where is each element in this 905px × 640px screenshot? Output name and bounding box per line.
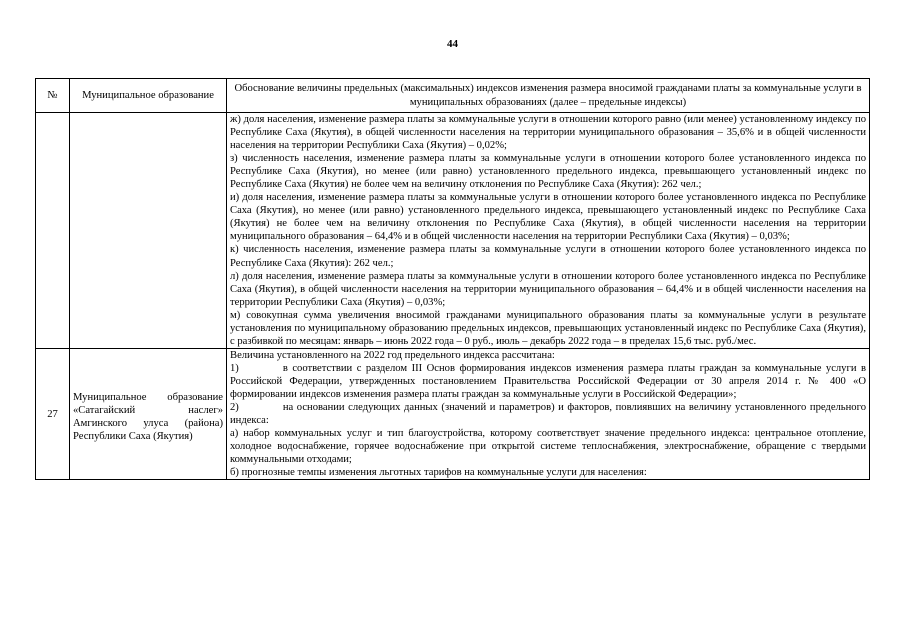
- table-header-row: [36, 79, 870, 113]
- paragraph-z: з) численность населения, изменение размера платы за коммунальные услуги в отношении которого более установленного индекса по Республике Саха (Якутия), но менее (или равно) установленного предельного индекса, превышающего установленный индекс по Республике Саха (Якутия) не более чем на величину отклонения по Республике Саха (Якутия): 262 чел.;: [230, 153, 866, 191]
- table-row-continued: [36, 113, 870, 349]
- paragraph-k: к) численность населения, изменение размера платы за коммунальные услуги в отношении которого более установленного индекса по Республике Саха (Якутия): 262 чел.;: [230, 244, 866, 269]
- header-municipality: Муниципальное образование: [70, 79, 227, 113]
- row-continued-municipality: [70, 113, 227, 349]
- indices-table: [35, 78, 870, 480]
- page-number: 44: [447, 38, 458, 50]
- item-1-marker: 1): [230, 362, 239, 374]
- row-27-rationale: [227, 348, 870, 479]
- municipality-name: Муниципальное образование «Сатагайский наслег» Амгинского улуса (района) Республики Саха (Якутия): [73, 391, 223, 443]
- row-continued-rationale: [227, 113, 870, 349]
- table-row-27: [36, 348, 870, 479]
- item-1-text: в соответствии с разделом III Основ формирования индексов изменения размера платы граждан за коммунальные услуги в Российской Федерации, утвержденных постановлением Правительства Российской Федерации от 30 апреля 2014 г. № 400 «О формировании индексов изменения размера платы граждан за коммунальные услуги в Российской Федерации»;: [230, 362, 866, 400]
- row-27-number: 27: [36, 348, 70, 479]
- rationale-intro: Величина установленного на 2022 год предельного индекса рассчитана:: [230, 349, 555, 361]
- row-continued-number: [36, 113, 70, 349]
- paragraph-m: м) совокупная сумма увеличения вносимой гражданами муниципального образования платы за коммунальные услуги в результате установления по муниципальному образованию предельных индексов, превышающих установленный индекс по Республике Саха (Якутия), с разбивкой по месяцам: январь – июнь 2022 года – 0 руб., июль – декабрь 2022 года – в пределах 15,6 тыс. руб./мес.: [230, 309, 866, 347]
- header-number: №: [36, 79, 70, 113]
- rationale-item-1: [230, 362, 866, 401]
- paragraph-i: и) доля населения, изменение размера платы за коммунальные услуги в отношении которого более установленного индекса по Республике Саха (Якутия), но менее (или равно) установленного предельного индекса, превышающего установленный индекс по Республике Саха (Якутия) не более чем на величину отклонения по Республике Саха (Якутия), в общей численности населения на территории муниципального образования – 64,4% и в общей численности населения на территории Республики Саха (Якутия) – 0,03%;: [230, 192, 866, 243]
- rationale-item-b: б) прогнозные темпы изменения льготных тарифов на коммунальные услуги для населения:: [230, 467, 647, 479]
- paragraph-l: л) доля населения, изменение размера платы за коммунальные услуги в отношении которого более установленного индекса по Республике Саха (Якутия), в общей численности населения на территории муниципального образования – 64,4% и в общей численности населения на территории Республики Саха (Якутия) – 0,03%;: [230, 270, 866, 308]
- header-rationale: Обоснование величины предельных (максимальных) индексов изменения размера вносимой гражданами платы за коммунальные услуги в муниципальных образованиях (далее – предельные индексы): [227, 79, 870, 113]
- rationale-item-a: а) набор коммунальных услуг и тип благоустройства, которому соответствует значение предельного индекса: центральное отопление, холодное водоснабжение, горячее водоснабжение при открытой системе теплоснабжения, электроснабжение, обращение с твердыми коммунальными отходами;: [230, 428, 866, 466]
- row-27-municipality: [70, 348, 227, 479]
- paragraph-zh: ж) доля населения, изменение размера платы за коммунальные услуги в отношении которого равно (или менее) установленному индексу по Республике Саха (Якутия), в общей численности населения на территории муниципального образования – 35,6% и в общей численности населения на территории Республики Саха (Якутия) – 0,02%;: [230, 114, 866, 152]
- item-2-text: на основании следующих данных (значений и параметров) и факторов, повлиявших на величину установленного предельного индекса:: [230, 402, 866, 427]
- rationale-item-2: [230, 401, 866, 427]
- item-2-marker: 2): [230, 402, 239, 414]
